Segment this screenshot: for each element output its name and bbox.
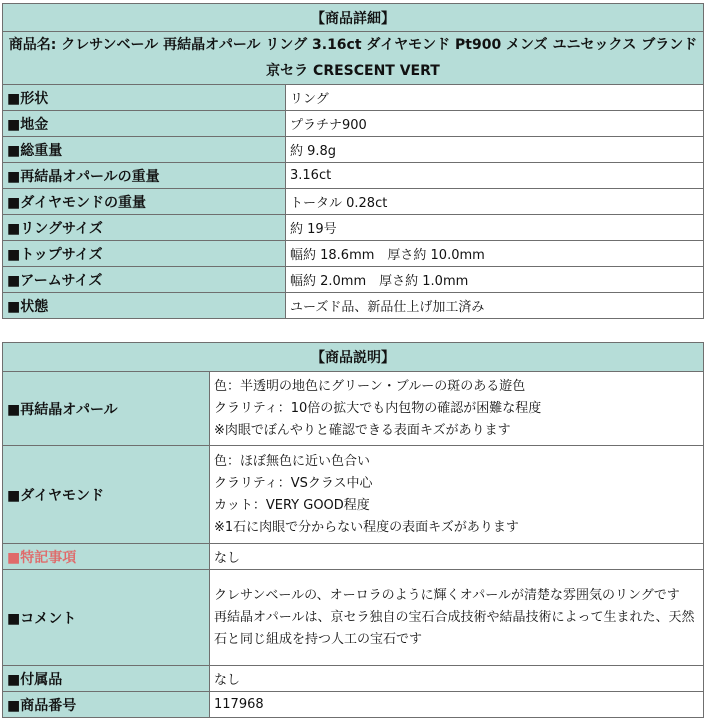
product-name: 商品名: クレサンベール 再結晶オパール リング 3.16ct ダイヤモンド Pt900 メンズ ユニセックス ブランド 京セラ CRESCENT VERT [3, 32, 704, 85]
diamond-note-line: ※1石に肉眼で分からない程度の表面キズがあります [214, 519, 519, 535]
opal-weight-label: ■再結晶オパールの重量 [3, 163, 286, 189]
product-details-table [2, 3, 704, 319]
comment-text [210, 570, 704, 666]
condition-value: ユーズド品、新品仕上げ加工済み [286, 293, 704, 319]
metal-label: ■地金 [3, 111, 286, 137]
top-size-label: ■トップサイズ [3, 241, 286, 267]
diamond-clarity-line: クラリティ：VSクラス中心 [214, 475, 373, 491]
opal-note-line: ※肉眼でぼんやりと確認できる表面キズがあります [214, 422, 511, 438]
diamond-description [210, 446, 704, 544]
ring-size-value: 約 19号 [286, 215, 704, 241]
product-description-table [2, 342, 704, 718]
diamond-color-line: 色：ほぼ無色に近い色合い [214, 453, 371, 469]
metal-value: プラチナ900 [286, 111, 704, 137]
item-number-value: 117968 [210, 692, 704, 718]
condition-label: ■状態 [3, 293, 286, 319]
opal-color-line: 色：半透明の地色にグリーン・ブルーの斑のある遊色 [214, 378, 526, 394]
details-header: 【商品詳細】 [3, 4, 704, 32]
comment-label: ■コメント [3, 570, 210, 666]
diamond-cut-line: カット：VERY GOOD程度 [214, 497, 370, 513]
opal-weight-value: 3.16ct [286, 163, 704, 189]
comment-line-2: 再結晶オパールは、京セラ独自の宝石合成技術や結晶技術によって生まれた、天然石と同じ組成を持つ人工の宝石です [214, 609, 695, 647]
top-size-value: 幅約 18.6mm 厚さ約 10.0mm [286, 241, 704, 267]
total-weight-value: 約 9.8g [286, 137, 704, 163]
diamond-weight-value: トータル 0.28ct [286, 189, 704, 215]
accessories-label: ■付属品 [3, 666, 210, 692]
comment-line-1: クレサンベールの、オーロラのように輝くオパールが清楚な雰囲気のリングです [214, 587, 680, 603]
shape-value: リング [286, 85, 704, 111]
arm-size-label: ■アームサイズ [3, 267, 286, 293]
opal-description [210, 372, 704, 446]
special-notes-value: なし [210, 544, 704, 570]
opal-clarity-line: クラリティ：10倍の拡大でも内包物の確認が困難な程度 [214, 400, 542, 416]
arm-size-value: 幅約 2.0mm 厚さ約 1.0mm [286, 267, 704, 293]
shape-label: ■形状 [3, 85, 286, 111]
ring-size-label: ■リングサイズ [3, 215, 286, 241]
opal-label: ■再結晶オパール [3, 372, 210, 446]
diamond-label: ■ダイヤモンド [3, 446, 210, 544]
special-notes-label: ■特記事項 [3, 544, 210, 570]
total-weight-label: ■総重量 [3, 137, 286, 163]
diamond-weight-label: ■ダイヤモンドの重量 [3, 189, 286, 215]
description-header: 【商品説明】 [3, 343, 704, 372]
item-number-label: ■商品番号 [3, 692, 210, 718]
accessories-value: なし [210, 666, 704, 692]
